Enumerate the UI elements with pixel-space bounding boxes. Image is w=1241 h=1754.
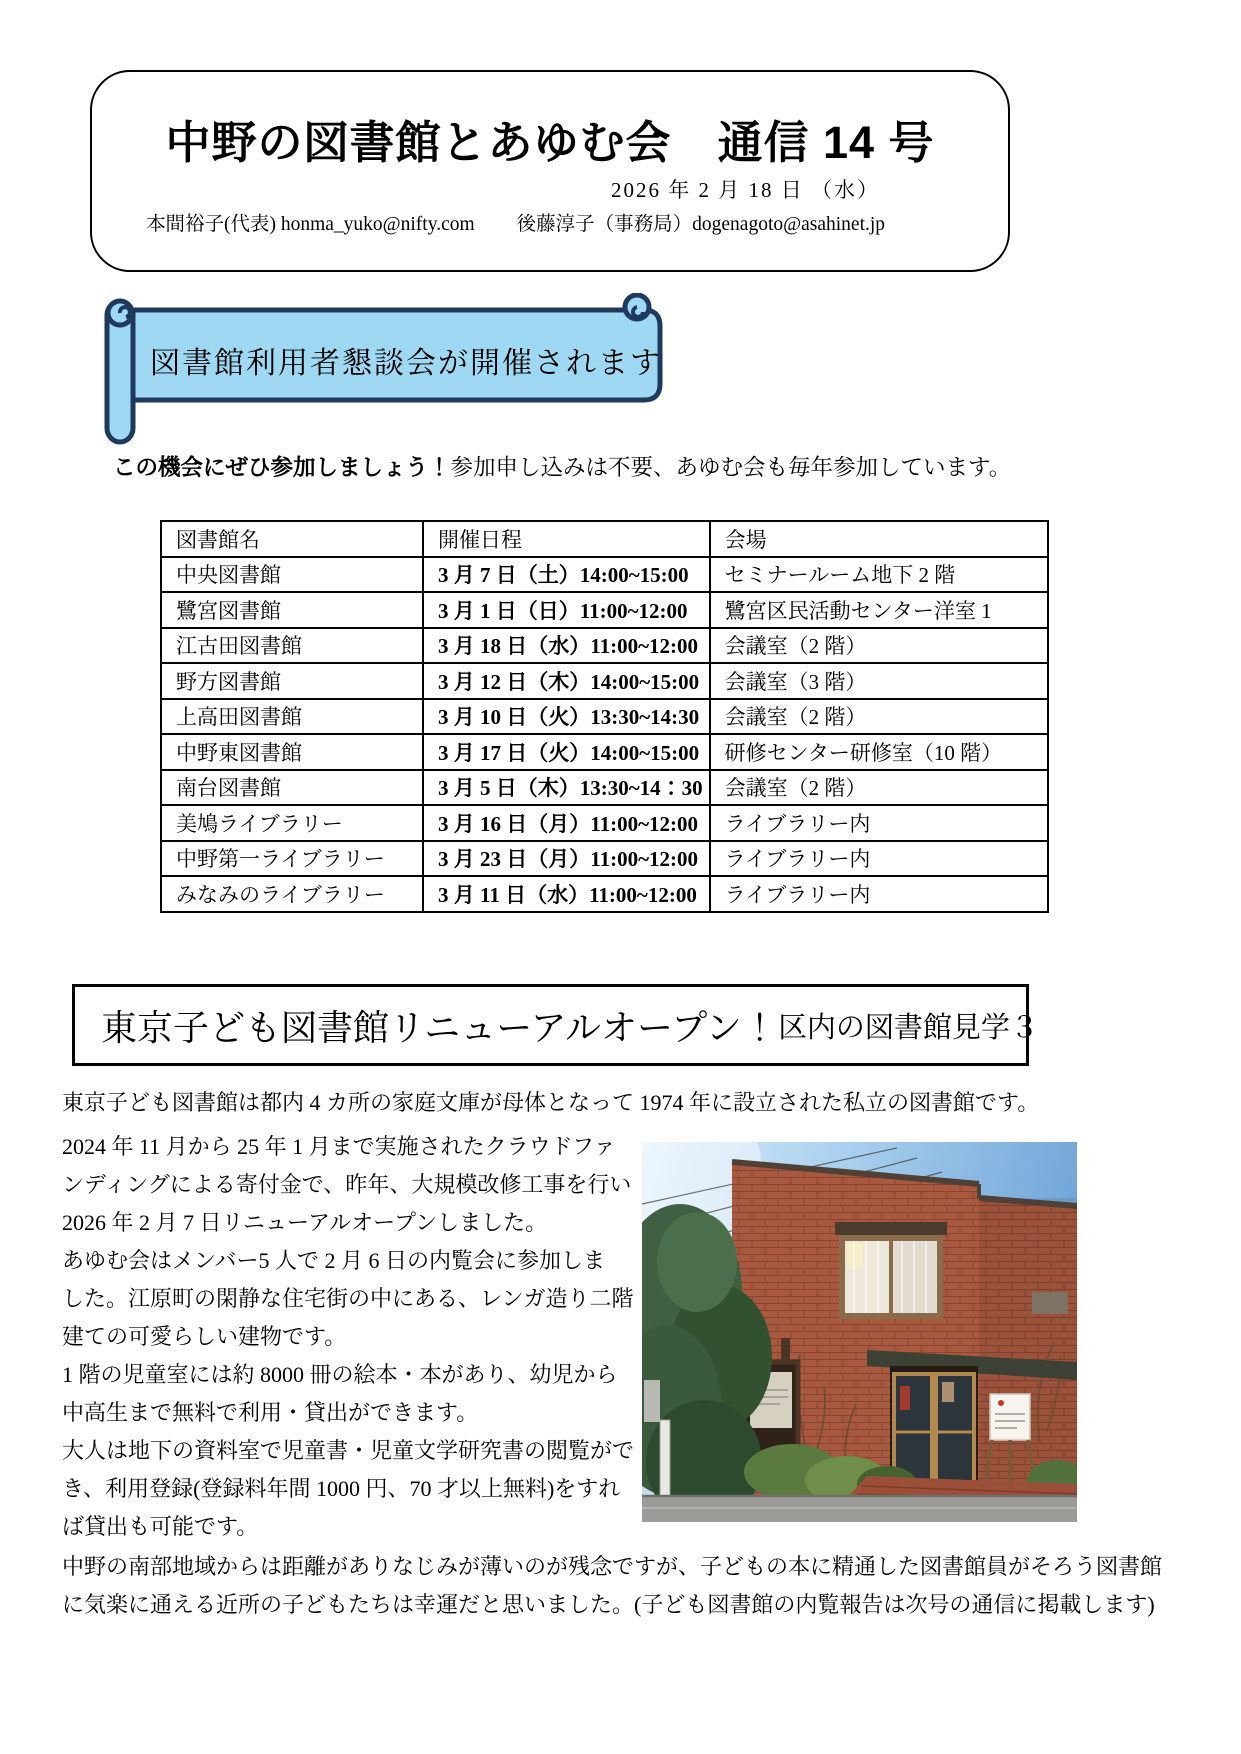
article-line: 建ての可愛らしい建物です。: [62, 1324, 347, 1349]
venue-cell: 会議室（2 階）: [710, 628, 1048, 664]
intro-rest: 参加申し込みは不要、あゆむ会も毎年参加しています。: [450, 455, 1012, 480]
article-line: き、利用登録(登録料年間 1000 円、70 才以上無料)をすれ: [62, 1476, 621, 1501]
schedule-row: [161, 805, 1048, 841]
utility-pole: [660, 1420, 670, 1498]
venue-cell: 会議室（3 階）: [710, 663, 1048, 699]
venue-cell: 研修センター研修室（10 階）: [710, 734, 1048, 770]
schedule-date-cell: 3 月 17 日（火）14:00~15:00: [423, 734, 710, 770]
schedule-row: [161, 663, 1048, 699]
schedule-header-cell: 会場: [710, 521, 1048, 557]
article-line: ば貸出も可能です。: [62, 1514, 259, 1539]
schedule-row: [161, 699, 1048, 735]
library-name-cell: みなみのライブラリー: [161, 876, 423, 912]
library-name-cell: 江古田図書館: [161, 628, 423, 664]
contact-secretariat: 後藤淳子（事務局）dogenagoto@asahinet.jp: [516, 214, 886, 235]
article-line: あゆむ会はメンバー5 人で 2 月 6 日の内覧会に参加しま: [62, 1248, 605, 1273]
article-line: 大人は地下の資料室で児童書・児童文学研究書の閲覧がで: [62, 1438, 635, 1463]
schedule-row: [161, 876, 1048, 912]
schedule-date-cell: 3 月 12 日（木）14:00~15:00: [423, 663, 710, 699]
article-line: した。江原町の閑静な住宅街の中にある、レンガ造り二階: [62, 1286, 634, 1311]
article-closing-lines: [62, 1548, 1192, 1624]
library-name-cell: 南台図書館: [161, 770, 423, 806]
article-line: 2024 年 11 月から 25 年 1 月まで実施されたクラウドファ: [62, 1134, 616, 1159]
schedule-date-cell: 3 月 11 日（水）11:00~12:00: [423, 876, 710, 912]
schedule-row: [161, 734, 1048, 770]
library-name-cell: 中野東図書館: [161, 734, 423, 770]
intro-sentence: [113, 450, 1011, 482]
venue-cell: ライブラリー内: [710, 876, 1048, 912]
venue-cell: ライブラリー内: [710, 841, 1048, 877]
entrance-doors: [894, 1374, 974, 1486]
article-line: ンディングによる寄付金で、昨年、大規模改修工事を行い: [62, 1172, 632, 1197]
schedule-header-cell: 開催日程: [423, 521, 710, 557]
schedule-row: [161, 557, 1048, 593]
library-name-cell: 上高田図書館: [161, 699, 423, 735]
library-name-cell: 中野第一ライブラリー: [161, 841, 423, 877]
section2-heading-box: [72, 984, 1039, 1066]
schedule-header-row: [161, 521, 1048, 557]
article-first-line: 東京子ども図書館は都内 4 カ所の家庭文庫が母体となって 1974 年に設立された私立の図書館です。: [62, 1090, 1040, 1115]
section2-title: 東京子ども図書館リニューアルオープン！: [101, 1006, 778, 1048]
schedule-date-cell: 3 月 23 日（月）11:00~12:00: [423, 841, 710, 877]
article-line: 中高生まで無料で利用・貸出ができます。: [62, 1400, 479, 1425]
schedule-date-cell: 3 月 18 日（水）11:00~12:00: [423, 628, 710, 664]
library-name-cell: 美鳩ライブラリー: [161, 805, 423, 841]
article-line: に気楽に通える近所の子どもたちは幸運だと思いました。(子ども図書館の内覧報告は次号の通信に掲載します): [62, 1592, 1155, 1617]
intro-lead: この機会にぜひ参加しましょう！: [113, 455, 451, 480]
header-box: [90, 70, 1010, 272]
venue-cell: ライブラリー内: [710, 805, 1048, 841]
schedule-header-cell: 図書館名: [161, 521, 423, 557]
library-photo-illustration: [642, 1142, 1077, 1522]
schedule-date-cell: 3 月 5 日（木）13:30~14：30: [423, 770, 710, 806]
venue-cell: 会議室（2 階）: [710, 770, 1048, 806]
gray-box: [644, 1380, 660, 1422]
banner-heading: 図書館利用者懇談会が開催されます: [150, 347, 662, 380]
venue-cell: 鷺宮区民活動センター洋室 1: [710, 592, 1048, 628]
article-line: 1 階の児童室には約 8000 冊の絵本・本があり、幼児から: [62, 1362, 618, 1387]
library-name-cell: 野方図書館: [161, 663, 423, 699]
pavement: [642, 1496, 1077, 1522]
section2-subtitle: 区内の図書館見学３: [777, 1011, 1039, 1044]
schedule-table: [160, 520, 1049, 913]
schedule-row: [161, 770, 1048, 806]
library-name-cell: 鷺宮図書館: [161, 592, 423, 628]
article-line: 中野の南部地域からは距離がありなじみが薄いのが残念ですが、子どもの本に精通した図書館員がそろう図書館: [62, 1554, 1163, 1579]
schedule-row: [161, 628, 1048, 664]
issue-date: 2026 年 2 月 18 日 （水）: [611, 178, 880, 202]
wall-plaque: [1032, 1292, 1068, 1314]
library-photo: [642, 1142, 1077, 1522]
schedule-row: [161, 841, 1048, 877]
schedule-date-cell: 3 月 10 日（火）13:30~14:30: [423, 699, 710, 735]
schedule-row: [161, 592, 1048, 628]
library-name-cell: 中央図書館: [161, 557, 423, 593]
schedule-date-cell: 3 月 1 日（日）11:00~12:00: [423, 592, 710, 628]
window: [835, 1222, 947, 1319]
schedule-date-cell: 3 月 7 日（土）14:00~15:00: [423, 557, 710, 593]
contact-representative: 本間裕子(代表) honma_yuko@nifty.com: [146, 214, 475, 235]
contact-line: [146, 208, 885, 236]
schedule-date-cell: 3 月 16 日（月）11:00~12:00: [423, 805, 710, 841]
article-body-left-column: [62, 1128, 637, 1546]
venue-cell: 会議室（2 階）: [710, 699, 1048, 735]
venue-cell: セミナールーム地下 2 階: [710, 557, 1048, 593]
newsletter-title: 中野の図書館とあゆむ会 通信 14 号: [165, 117, 935, 168]
article-line: 2026 年 2 月 7 日リニューアルオープンしました。: [62, 1210, 548, 1235]
